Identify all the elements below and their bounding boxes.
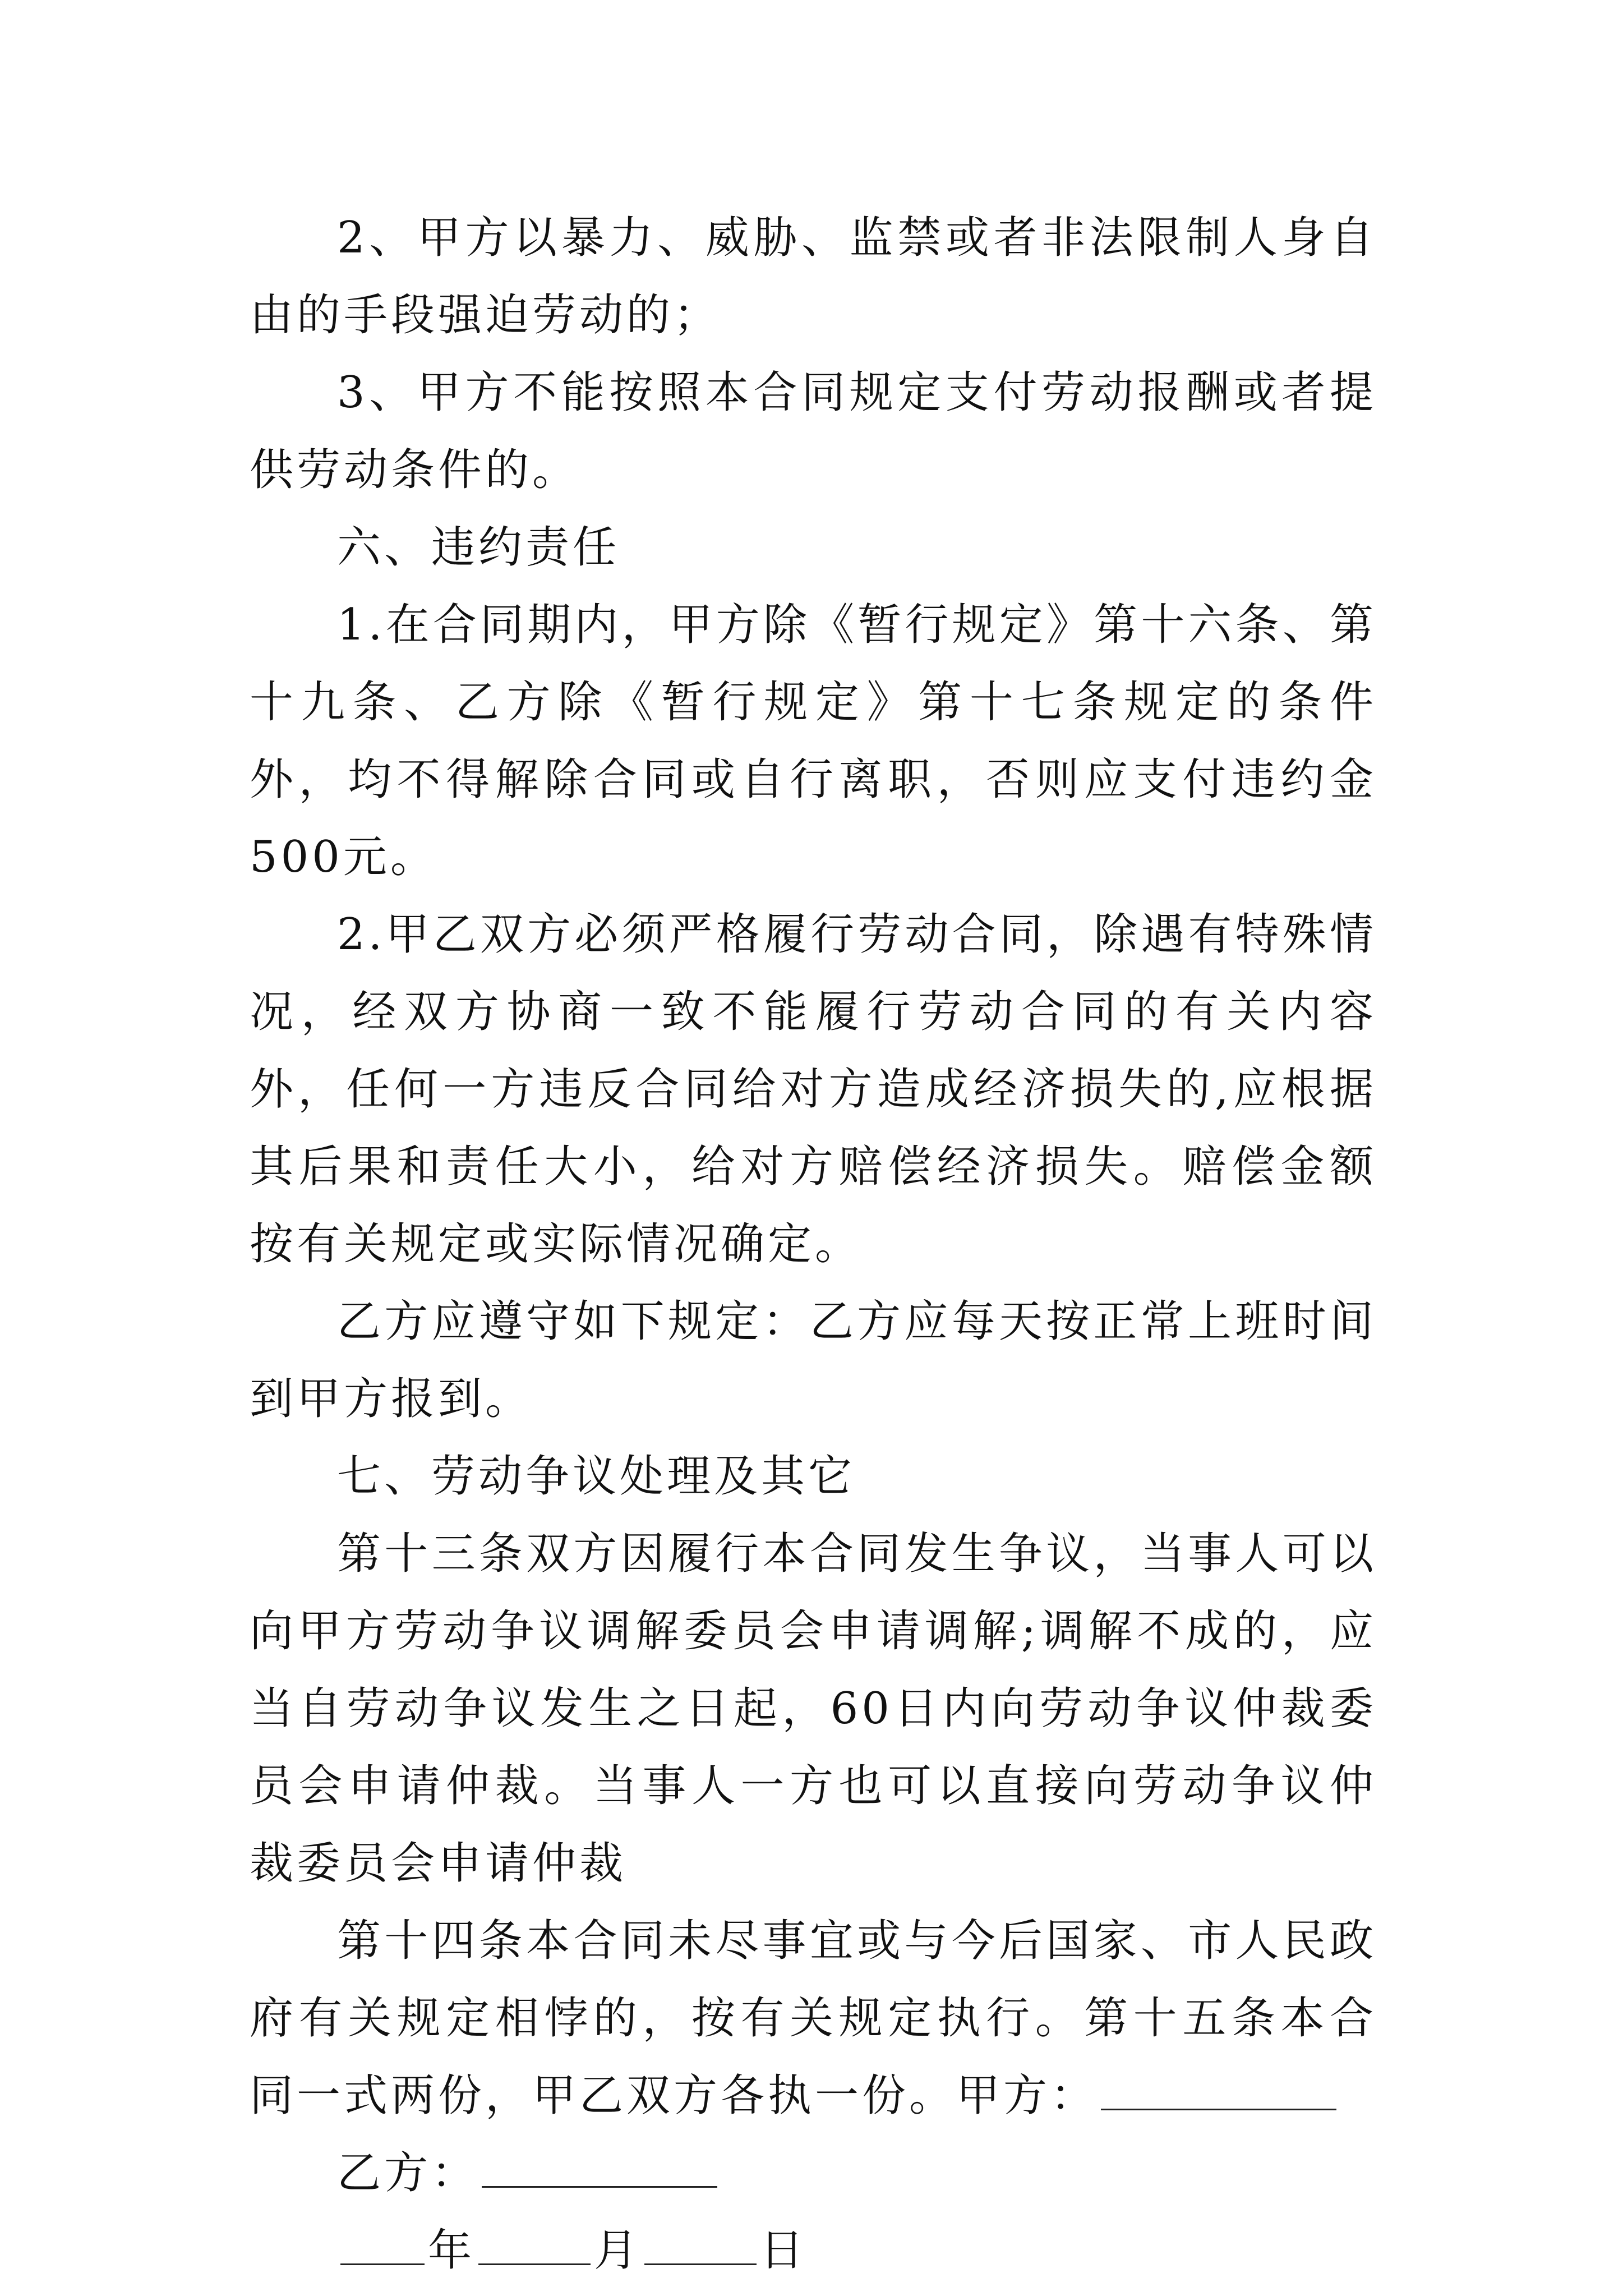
year-label: 年 — [428, 2225, 476, 2276]
party-b-label: 乙方： — [337, 2148, 479, 2198]
clause-3-payment: 3、甲方不能按照本合同规定支付劳动报酬或者提供劳动条件的。 — [250, 367, 1377, 495]
day-blank — [644, 2224, 757, 2265]
clause-14-15 — [250, 1902, 1377, 2134]
attendance-rule: 乙方应遵守如下规定：乙方应每天按正常上班时间到甲方报到。 — [250, 1296, 1377, 1424]
month-label: 月 — [594, 2225, 642, 2276]
clause-14-text: 第十四条本合同未尽事宜或与今后国家、市人民政府有关规定相悖的，按有关规定执行。第十五条本合同一式两份，甲乙双方各执一份。甲方： — [250, 1916, 1377, 2121]
section-7-heading: 七、劳动争议处理及其它 — [337, 1451, 856, 1502]
contract-body — [250, 199, 1377, 2289]
month-blank — [478, 2224, 591, 2265]
clause-2-coercion: 2、甲方以暴力、威胁、监禁或者非法限制人身自由的手段强迫劳动的； — [250, 213, 1377, 341]
party-a-signature-line — [1101, 2069, 1336, 2110]
section-6-heading: 六、违约责任 — [337, 522, 620, 573]
breach-clause-1: 1.在合同期内，甲方除《暂行规定》第十六条、第十九条、乙方除《暂行规定》第十七条规定的条件外，均不得解除合同或自行离职，否则应支付违约金500元。 — [250, 600, 1377, 882]
date-line — [250, 2212, 1377, 2289]
breach-clause-2: 2.甲乙双方必须严格履行劳动合同，除遇有特殊情况，经双方协商一致不能履行劳动合同的有关内容外，任何一方违反合同给对方造成经济损失的,应根据其后果和责任大小，给对方赔偿经济损失。赔偿金额按有关规定或实际情况确定。 — [250, 909, 1377, 1269]
clause-13-dispute: 第十三条双方因履行本合同发生争议，当事人可以向甲方劳动争议调解委员会申请调解;调解不成的，应当自劳动争议发生之日起，60日内向劳动争议仲裁委员会申请仲裁。当事人一方也可以直接向劳动争议仲裁委员会申请仲裁 — [250, 1529, 1377, 1889]
party-b-signature-line — [482, 2147, 717, 2188]
day-label: 日 — [760, 2225, 808, 2276]
year-blank — [340, 2224, 425, 2265]
party-b-line — [250, 2134, 1377, 2212]
